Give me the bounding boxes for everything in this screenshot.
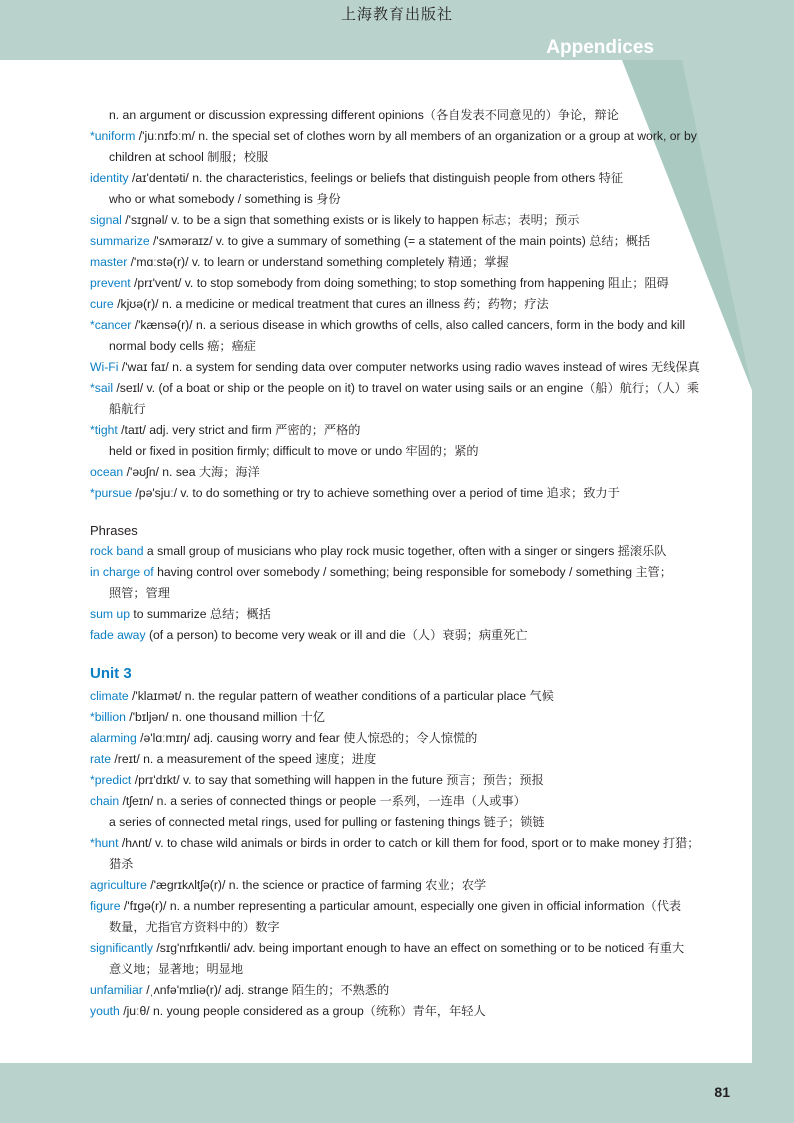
entries-unit2 xyxy=(90,126,730,504)
definition: /'əʊʃn/ n. sea 大海；海洋 xyxy=(123,465,260,479)
definition: /'mɑːstə(r)/ v. to learn or understand something completely 精通；掌握 xyxy=(127,255,509,269)
phrases-heading: Phrases xyxy=(90,523,138,538)
headword: *cancer xyxy=(90,318,132,332)
headword: *uniform xyxy=(90,129,136,143)
headword: *tight xyxy=(90,423,118,437)
unit-heading: Unit 3 xyxy=(90,665,132,682)
headword: fade away xyxy=(90,628,146,642)
headword: figure xyxy=(90,899,121,913)
vocab-entry xyxy=(90,749,730,770)
definition: /'sɪɡnəl/ v. to be a sign that something exists or is likely to happen 标志；表明；预示 xyxy=(121,213,580,227)
definition: /'æɡrɪkʌltʃə(r)/ n. the science or practice of farming 农业；农学 xyxy=(146,878,487,892)
headword: Wi-Fi xyxy=(90,360,119,374)
vocabulary-list xyxy=(90,105,730,1022)
headword: ocean xyxy=(90,465,124,479)
definition: /pə'sjuː/ v. to do something or try to achieve something over a period of time 追求；致力于 xyxy=(132,486,620,500)
vocab-entry xyxy=(90,168,730,210)
vocab-entry xyxy=(90,210,730,231)
definition: /'juːnɪfɔːm/ n. the special set of clothes worn by all members of an organization or a group at work, or by xyxy=(135,129,697,143)
definition: /aɪ'dentəti/ n. the characteristics, feelings or beliefs that distinguish people from others 特征 xyxy=(128,171,624,185)
publisher-name: 上海教育出版社 xyxy=(340,6,453,23)
headword: rock band xyxy=(90,544,144,558)
definition: /'kænsə(r)/ n. a serious disease in which growths of cells, also called cancers, form in the body and kill xyxy=(131,318,686,332)
vocab-entry xyxy=(90,562,730,604)
definition: /hʌnt/ v. to chase wild animals or birds in order to catch or kill them for food, sport or to make money 打猎； xyxy=(118,836,700,850)
vocab-entry xyxy=(90,420,730,462)
headword: rate xyxy=(90,752,112,766)
headword: signal xyxy=(90,213,122,227)
definition: /ə'lɑːmɪŋ/ adj. causing worry and fear 使人惊恐的；令人惊慌的 xyxy=(136,731,478,745)
headword: cure xyxy=(90,297,114,311)
headword: significantly xyxy=(90,941,153,955)
vocab-entry xyxy=(90,126,730,168)
definition: /'waɪ faɪ/ n. a system for sending data over computer networks using radio waves instead of wires 无线保真 xyxy=(118,360,700,374)
vocab-entry xyxy=(90,462,730,483)
lead-line: n. an argument or discussion expressing different opinions（各自发表不同意见的）争论，辩论 xyxy=(109,108,619,122)
vocab-entry xyxy=(90,875,730,896)
headword: youth xyxy=(90,1004,120,1018)
headword: climate xyxy=(90,689,129,703)
vocab-entry xyxy=(90,791,730,833)
vocab-entry xyxy=(90,357,730,378)
vocab-entry xyxy=(90,231,730,252)
vocab-entry xyxy=(90,686,730,707)
definition: /juːθ/ n. young people considered as a group（统称）青年，年轻人 xyxy=(119,1004,486,1018)
entries-unit3 xyxy=(90,686,730,1022)
definition: having control over somebody / something; being responsible for somebody / something 主管； xyxy=(153,565,672,579)
definition: a small group of musicians who play rock music together, often with a singer or singers 摇滚乐队 xyxy=(143,544,667,558)
vocab-entry xyxy=(90,896,730,938)
definition-continuation: a series of connected metal rings, used for pulling or fastening things 链子；锁链 xyxy=(109,815,545,829)
definition: /'bɪljən/ n. one thousand million 十亿 xyxy=(125,710,325,724)
definition: /reɪt/ n. a measurement of the speed 速度；进度 xyxy=(111,752,377,766)
vocab-entry xyxy=(90,604,730,625)
vocab-entry xyxy=(90,378,730,420)
page-number: 81 xyxy=(714,1084,730,1100)
headword: chain xyxy=(90,794,120,808)
definition: (of a person) to become very weak or ill and die（人）衰弱；病重死亡 xyxy=(145,628,528,642)
headword: alarming xyxy=(90,731,137,745)
vocab-entry xyxy=(90,625,730,646)
headword: in charge of xyxy=(90,565,154,579)
vocab-entry xyxy=(90,483,730,504)
headword: *sail xyxy=(90,381,114,395)
headword: *billion xyxy=(90,710,126,724)
definition: /kjʊə(r)/ n. a medicine or medical treatment that cures an illness 药；药物；疗法 xyxy=(113,297,549,311)
headword: sum up xyxy=(90,607,130,621)
vocab-entry xyxy=(90,980,730,1001)
section-title: Appendices xyxy=(546,37,654,58)
definition-continuation: 数量，尤指官方资料中的）数字 xyxy=(109,920,280,934)
definition-continuation: 船航行 xyxy=(109,402,146,416)
headword: unfamiliar xyxy=(90,983,143,997)
definition: to summarize 总结；概括 xyxy=(129,607,271,621)
definition: /ˌʌnfə'mɪliə(r)/ adj. strange 陌生的；不熟悉的 xyxy=(142,983,390,997)
vocab-entry xyxy=(90,770,730,791)
definition: /'sʌməraɪz/ v. to give a summary of something (= a statement of the main points) 总结；概括 xyxy=(149,234,651,248)
headword: identity xyxy=(90,171,129,185)
headword: prevent xyxy=(90,276,131,290)
vocab-entry xyxy=(90,728,730,749)
definition-continuation: 照管；管理 xyxy=(109,586,170,600)
definition: /sɪɡ'nɪfɪkəntli/ adv. being important enough to have an effect on something or to be noticed 有重大 xyxy=(153,941,685,955)
vocab-entry xyxy=(90,294,730,315)
definition-continuation: children at school 制服；校服 xyxy=(109,150,269,164)
vocab-entry xyxy=(90,273,730,294)
definition: /prɪ'vent/ v. to stop somebody from doing something; to stop something from happening 阻止；阻碍 xyxy=(130,276,669,290)
definition-continuation: 意义地；显著地；明显地 xyxy=(109,962,244,976)
definition: /seɪl/ v. (of a boat or ship or the people on it) to travel on water using sails or an engine（船）航行；（人）乘 xyxy=(113,381,700,395)
vocab-entry xyxy=(90,833,730,875)
definition-continuation: normal body cells 癌；癌症 xyxy=(109,339,256,353)
vocab-entry xyxy=(90,938,730,980)
definition: /prɪ'dɪkt/ v. to say that something will happen in the future 预言；预告；预报 xyxy=(131,773,544,787)
headword: *predict xyxy=(90,773,132,787)
definition: /taɪt/ adj. very strict and firm 严密的；严格的 xyxy=(117,423,361,437)
definition-continuation: 猎杀 xyxy=(109,857,134,871)
definition: /tʃeɪn/ n. a series of connected things or people 一系列，一连串（人或事） xyxy=(119,794,526,808)
headword: agriculture xyxy=(90,878,147,892)
headword: *pursue xyxy=(90,486,133,500)
vocab-entry xyxy=(90,315,730,357)
headword: *hunt xyxy=(90,836,119,850)
vocab-entry xyxy=(90,541,730,562)
vocab-entry xyxy=(90,252,730,273)
definition: /'klaɪmət/ n. the regular pattern of weather conditions of a particular place 气候 xyxy=(128,689,554,703)
vocab-entry xyxy=(90,1001,730,1022)
definition: /'fɪɡə(r)/ n. a number representing a particular amount, especially one given in official information（代表 xyxy=(120,899,682,913)
phrases-list xyxy=(90,541,730,646)
definition-continuation: held or fixed in position firmly; difficult to move or undo 牢固的；紧的 xyxy=(109,444,479,458)
vocab-entry xyxy=(90,707,730,728)
headword: summarize xyxy=(90,234,150,248)
headword: master xyxy=(90,255,128,269)
definition-continuation: who or what somebody / something is 身份 xyxy=(109,192,341,206)
